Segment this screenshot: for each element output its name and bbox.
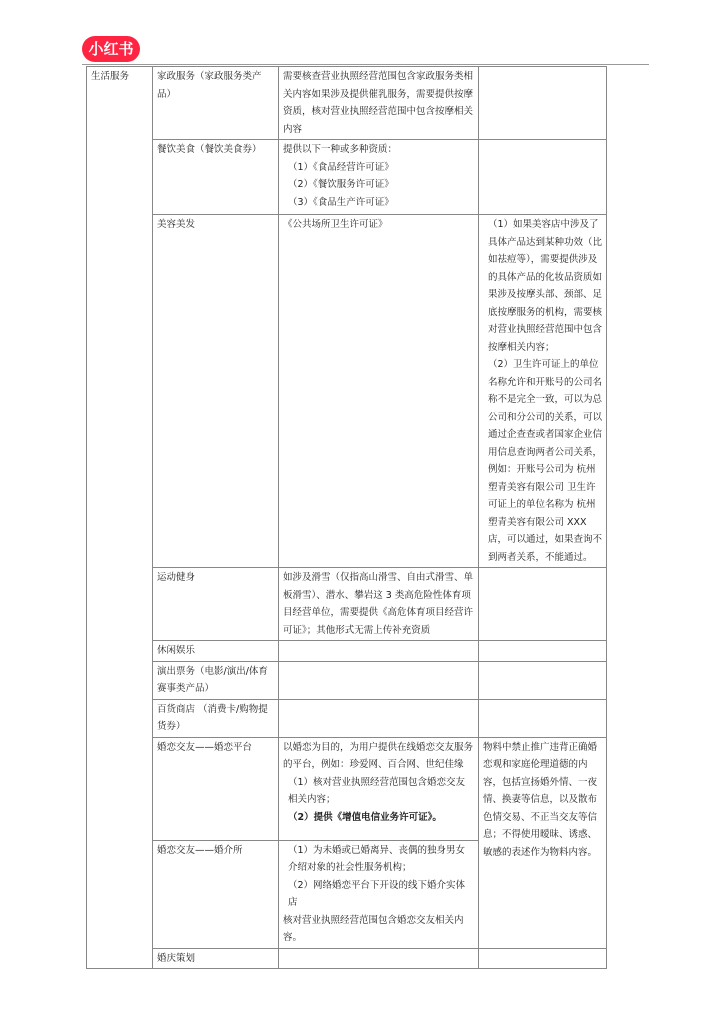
- table-row: [87, 641, 607, 662]
- header-divider: [82, 64, 649, 65]
- row-name: 婚恋交友——婚恋平台: [153, 737, 279, 840]
- row-note: [479, 661, 607, 699]
- row-requirement: 如涉及滑雪（仅指高山滑雪、自由式滑雪、单板滑雪）、潜水、攀岩这 3 类高危险性体育项目经营单位，需要提供《高危体育项目经营许可证》；其他形式无需上传补充资质: [279, 568, 479, 641]
- row-name: 婚恋交友——婚介所: [153, 840, 279, 948]
- row-name: 家政服务（家政服务类产品）: [153, 67, 279, 140]
- row-note: [479, 67, 607, 140]
- row-requirement: [279, 948, 479, 969]
- table-row: [87, 948, 607, 969]
- row-name: 演出票务（电影/演出/体育赛事类产品）: [153, 661, 279, 699]
- row-note: （1）如果美容店中涉及了具体产品达到某种功效（比如祛痘等），需要提供涉及的具体产品的化妆品资质如果涉及按摩头部、颈部、足底按摩服务的机构，需要核对营业执照经营范围中包含按摩相关内容； （2）卫生许可证上的单位名称允许和开账号的公司名称不是完全一致，可以为总公司和分公司的关系，可以通过企查查或者国家企业信用信息查询两者公司关系，例如：开账号公司为 杭州塑青美容有限公司 卫生许可证上的单位名称为 杭州塑青美容有限公司 XXX 店，可以通过，如果查询不到两者关系，不能通过。: [479, 215, 607, 568]
- row-requirement: 以婚恋为目的，为用户提供在线婚恋交友服务的平台，例如：珍爱网、百合网、世纪佳缘 （1）核对营业执照经营范围包含婚恋交友相关内容； （2）提供《增值电信业务许可证》。: [279, 737, 479, 840]
- category-cell: 生活服务: [87, 67, 153, 969]
- row-requirement: 《公共场所卫生许可证》: [279, 215, 479, 568]
- row-requirement: （1）为未婚或已婚离异、丧偶的独身男女介绍对象的社会性服务机构； （2）网络婚恋平台下开设的线下婚介实体店 核对营业执照经营范围包含婚恋交友相关内容。: [279, 840, 479, 948]
- table-row: [87, 737, 607, 840]
- table-row: [87, 67, 607, 140]
- qualification-table: [86, 66, 607, 969]
- row-name: 百货商店 （消费卡/购物提货券）: [153, 699, 279, 737]
- row-requirement: [279, 699, 479, 737]
- row-name: 休闲娱乐: [153, 641, 279, 662]
- row-note: [479, 140, 607, 215]
- row-note: 物料中禁止推广违背正确婚恋观和家庭伦理道德的内容，包括宣扬婚外情、一夜情、换妻等信息，以及散布色情交易、不正当交友等信息；不得使用暧昧、诱惑、敏感的表述作为物料内容。: [479, 737, 607, 948]
- table-row: [87, 661, 607, 699]
- row-requirement: [279, 661, 479, 699]
- row-name: 运动健身: [153, 568, 279, 641]
- row-name: 餐饮美食（餐饮美食券）: [153, 140, 279, 215]
- row-requirement: 提供以下一种或多种资质： （1）《食品经营许可证》 （2）《餐饮服务许可证》 （3）《食品生产许可证》: [279, 140, 479, 215]
- row-name: 美容美发: [153, 215, 279, 568]
- row-note: [479, 641, 607, 662]
- row-note: [479, 699, 607, 737]
- row-requirement: [279, 641, 479, 662]
- table-row: [87, 215, 607, 568]
- table-row: [87, 568, 607, 641]
- table-row: [87, 140, 607, 215]
- row-name: 婚庆策划: [153, 948, 279, 969]
- table-row: [87, 699, 607, 737]
- row-note: [479, 568, 607, 641]
- xiaohongshu-logo: 小红书: [82, 36, 140, 62]
- row-requirement: 需要核查营业执照经营范围包含家政服务类相关内容如果涉及提供催乳服务，需要提供按摩资质，核对营业执照经营范围中包含按摩相关内容: [279, 67, 479, 140]
- row-note: [479, 948, 607, 969]
